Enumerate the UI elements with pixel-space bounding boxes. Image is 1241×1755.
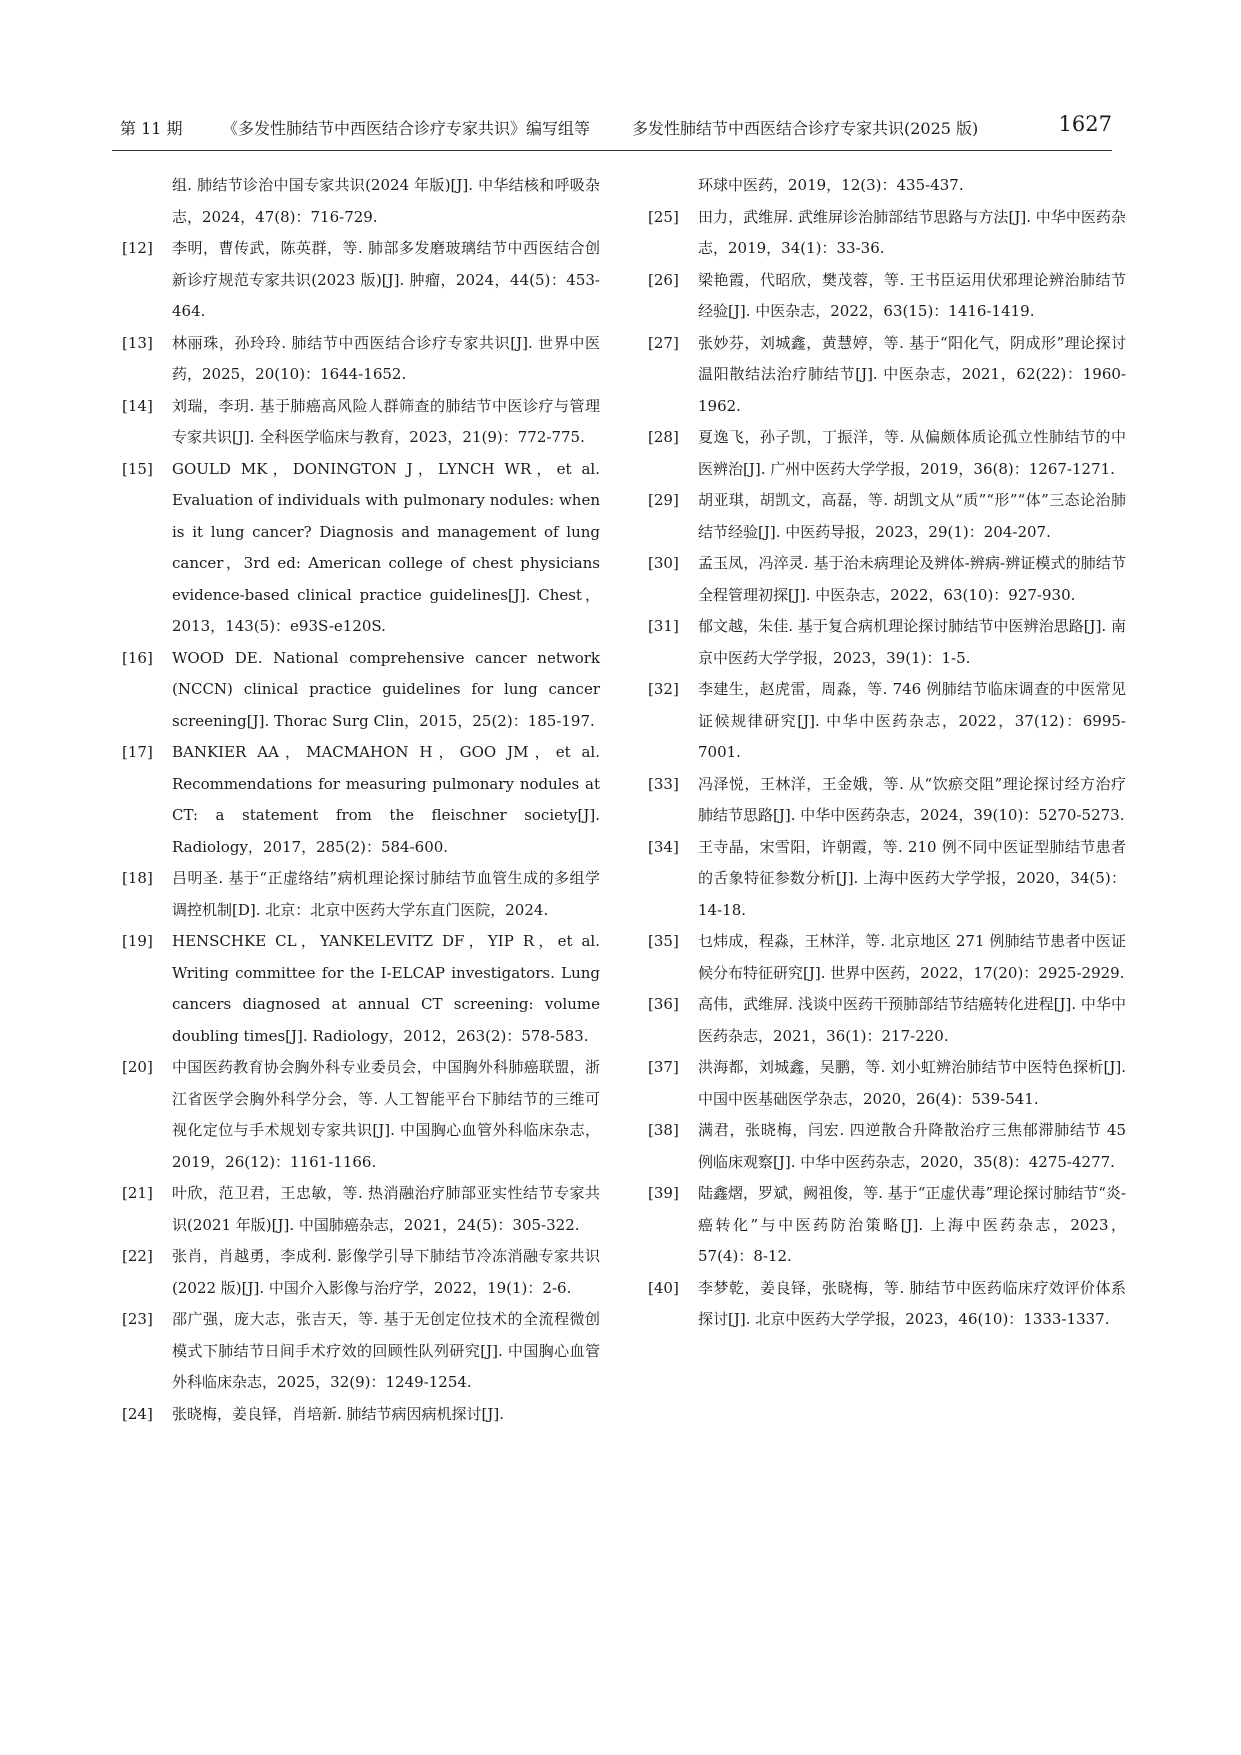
- reference-item: [122, 328, 600, 391]
- reference-item: [648, 1273, 1126, 1336]
- reference-item: [648, 989, 1126, 1052]
- reference-text: 吕明圣. 基于“正虚络结”病机理论探讨肺结节血管生成的多组学调控机制[D]. 北京：北京中医药大学东直门医院，2024.: [172, 869, 600, 919]
- reference-continuation: 环球中医药，2019，12(3)：435-437.: [698, 176, 964, 194]
- reference-item: [648, 328, 1126, 423]
- reference-item: [122, 1052, 600, 1178]
- reference-text: 李明，曹传武，陈英群，等. 肺部多发磨玻璃结节中西医结合创新诊疗规范专家共识(2023 版)[J]. 肿瘤，2024，44(5)：453-464.: [172, 239, 600, 320]
- reference-text: 田力，武维屏. 武维屏诊治肺部结节思路与方法[J]. 中华中医药杂志，2019，34(1)：33-36.: [698, 207, 1126, 257]
- reference-text: 张妙芬，刘城鑫，黄慧婷，等. 基于“阳化气，阴成形”理论探讨温阳散结法治疗肺结节[J]. 中医杂志，2021，62(22)：1960-1962.: [698, 333, 1126, 415]
- reference-item: [122, 863, 600, 926]
- reference-item: [122, 454, 600, 643]
- reference-number: [33]: [648, 774, 679, 793]
- reference-item: [648, 422, 1126, 485]
- reference-item: [648, 832, 1126, 927]
- reference-item: [648, 611, 1126, 674]
- reference-number: [27]: [648, 333, 679, 352]
- reference-number: [16]: [122, 648, 153, 667]
- reference-text: 中国医药教育协会胸外科专业委员会，中国胸外科肺癌联盟，浙江省医学会胸外科学分会，等. 人工智能平台下肺结节的三维可视化定位与手术规划专家共识[J]. 中国胸心血管外科临床杂志，2019，26(12)：1161-1166.: [172, 1058, 600, 1171]
- reference-item: [648, 674, 1126, 769]
- reference-text: 陆鑫熠，罗斌，阙祖俊，等. 基于“正虚伏毒”理论探讨肺结节“炎-癌转化”与中医药防治策略[J]. 上海中医药杂志，2023，57(4)：8-12.: [698, 1184, 1126, 1265]
- reference-text: 林丽珠，孙玲玲. 肺结节中西医结合诊疗专家共识[J]. 世界中医药，2025，20(10)：1644-1652.: [172, 333, 600, 383]
- reference-text: 孟玉凤，冯淬灵. 基于治未病理论及辨体-辨病-辨证模式的肺结节全程管理初探[J]. 中医杂志，2022，63(10)：927-930.: [698, 554, 1126, 604]
- reference-list-right: [648, 202, 1126, 1336]
- reference-item: [122, 1399, 600, 1431]
- reference-text: 夏逸飞，孙子凯，丁振洋，等. 从偏颇体质论孤立性肺结节的中医辨治[J]. 广州中医药大学学报，2019，36(8)：1267-1271.: [698, 428, 1126, 478]
- reference-item: [648, 769, 1126, 832]
- reference-number: [24]: [122, 1404, 153, 1423]
- reference-number: [35]: [648, 932, 679, 950]
- reference-item: [648, 548, 1126, 611]
- reference-text: 张肖，肖越勇，李成利. 影像学引导下肺结节冷冻消融专家共识(2022 版)[J]. 中国介入影像与治疗学，2022，19(1)：2-6.: [172, 1247, 600, 1297]
- reference-text: WOOD DE. National comprehensive cancer network (NCCN) clinical practice guidelines for lung cancer screening[J]. Thorac Surg Clin，2015，25(2)：185-197.: [172, 648, 600, 730]
- reference-number: [18]: [122, 869, 153, 887]
- reference-number: [13]: [122, 333, 153, 352]
- reference-number: [17]: [122, 743, 153, 761]
- reference-text: HENSCHKE CL，YANKELEVITZ DF，YIP R，et al. Writing committee for the I-ELCAP investigators. Lung cancers diagnosed at annual CT screening: volume doubling times[J]. Radiology，2012，263(2)：578-583.: [172, 932, 600, 1045]
- reference-item: [122, 391, 600, 454]
- reference-text: 梁艳霞，代昭欣，樊茂蓉，等. 王书臣运用伏邪理论辨治肺结节经验[J]. 中医杂志，2022，63(15)：1416-1419.: [698, 270, 1126, 320]
- reference-text: 张晓梅，姜良铎，肖培新. 肺结节病因病机探讨[J].: [172, 1404, 505, 1423]
- reference-number: [21]: [122, 1184, 153, 1202]
- reference-text: 邵广强，庞大志，张吉天，等. 基于无创定位技术的全流程微创模式下肺结节日间手术疗效的回顾性队列研究[J]. 中国胸心血管外科临床杂志，2025，32(9)：1249-1254.: [172, 1310, 600, 1391]
- reference-number: [36]: [648, 995, 679, 1013]
- reference-number: [40]: [648, 1278, 679, 1297]
- left-column: [122, 170, 600, 1430]
- reference-text: 李建生，赵虎雷，周淼，等. 746 例肺结节临床调查的中医常见证候规律研究[J]. 中华中医药杂志，2022，37(12)：6995-7001.: [698, 680, 1126, 761]
- reference-number: [22]: [122, 1247, 153, 1265]
- reference-number: [12]: [122, 239, 153, 257]
- reference-number: [23]: [122, 1310, 153, 1328]
- reference-item: [648, 1115, 1126, 1178]
- page-number: 1627: [1058, 112, 1112, 136]
- reference-number: [25]: [648, 207, 679, 226]
- reference-item: [648, 265, 1126, 328]
- reference-text: 李梦乾，姜良铎，张晓梅，等. 肺结节中医药临床疗效评价体系探讨[J]. 北京中医药大学学报，2023，46(10)：1333-1337.: [698, 1278, 1126, 1328]
- reference-number: [37]: [648, 1058, 679, 1076]
- reference-item: [122, 1304, 600, 1399]
- reference-item: [648, 485, 1126, 548]
- reference-item: [122, 926, 600, 1052]
- reference-text: 叶欣，范卫君，王忠敏，等. 热消融治疗肺部亚实性结节专家共识(2021 年版)[J]. 中国肺癌杂志，2021，24(5)：305-322.: [172, 1184, 600, 1234]
- reference-number: [32]: [648, 680, 679, 698]
- reference-item: [122, 1178, 600, 1241]
- header-authors: 《多发性肺结节中西医结合诊疗专家共识》编写组等: [222, 119, 591, 138]
- reference-item: [648, 926, 1126, 989]
- reference-text: 高伟，武维屏. 浅谈中医药干预肺部结节结癌转化进程[J]. 中华中医药杂志，2021，36(1)：217-220.: [698, 995, 1126, 1045]
- reference-number: [30]: [648, 554, 679, 572]
- reference-item: [122, 233, 600, 328]
- reference-number: [29]: [648, 491, 679, 509]
- right-column: [648, 170, 1126, 1336]
- reference-text: GOULD MK，DONINGTON J，LYNCH WR，et al. Evaluation of individuals with pulmonary nodules: when is it lung cancer? Diagnosis and management of lung cancer，3rd ed: American college of chest physicians evidence-based clinical practice guidelines[J]. Chest，2013，143(5)：e93S-e120S.: [172, 459, 600, 635]
- reference-text: 洪海都，刘城鑫，吴鹏，等. 刘小虹辨治肺结节中医特色探析[J]. 中国中医基础医学杂志，2020，26(4)：539-541.: [698, 1058, 1126, 1108]
- reference-number: [15]: [122, 459, 153, 478]
- header-title: 多发性肺结节中西医结合诊疗专家共识(2025 版): [632, 119, 979, 138]
- reference-item: [122, 643, 600, 738]
- reference-item: [122, 737, 600, 863]
- reference-item: [648, 1178, 1126, 1273]
- reference-number: [26]: [648, 270, 679, 289]
- reference-text: 刘瑞，李玥. 基于肺癌高风险人群筛查的肺结节中医诊疗与管理专家共识[J]. 全科医学临床与教育，2023，21(9)：772-775.: [172, 396, 600, 446]
- reference-continuation: 组. 肺结节诊治中国专家共识(2024 年版)[J]. 中华结核和呼吸杂志，2024，47(8)：716-729.: [172, 176, 600, 226]
- reference-number: [28]: [648, 428, 679, 446]
- reference-list-left: [122, 233, 600, 1430]
- running-header: [112, 110, 1112, 151]
- reference-number: [14]: [122, 396, 153, 415]
- reference-text: 满君，张晓梅，闫宏. 四逆散合升降散治疗三焦郁滞肺结节 45 例临床观察[J]. 中华中医药杂志，2020，35(8)：4275-4277.: [698, 1121, 1126, 1171]
- reference-text: 冯泽悦，王林洋，王金娥，等. 从“饮瘀交阻”理论探讨经方治疗肺结节思路[J]. 中华中医药杂志，2024，39(10)：5270-5273.: [698, 774, 1126, 824]
- reference-item: [648, 1052, 1126, 1115]
- reference-number: [20]: [122, 1058, 153, 1076]
- issue-number: 第 11 期: [120, 119, 183, 138]
- reference-text: 郁文越，朱佳. 基于复合病机理论探讨肺结节中医辨治思路[J]. 南京中医药大学学报，2023，39(1)：1-5.: [698, 617, 1126, 667]
- reference-text: BANKIER AA，MACMAHON H，GOO JM，et al. Recommendations for measuring pulmonary nodules at CT: a statement from the fleischner society[J]. Radiology，2017，285(2)：584-600.: [172, 743, 600, 856]
- reference-number: [31]: [648, 617, 679, 635]
- reference-item: [648, 202, 1126, 265]
- reference-number: [19]: [122, 932, 153, 950]
- reference-text: 王寺晶，宋雪阳，许朝霞，等. 210 例不同中医证型肺结节患者的舌象特征参数分析[J]. 上海中医药大学学报，2020，34(5)：14-18.: [698, 837, 1126, 919]
- reference-number: [39]: [648, 1184, 679, 1202]
- reference-text: 胡亚琪，胡凯文，高磊，等. 胡凯文从“质”“形”“体”三态论治肺结节经验[J]. 中医药导报，2023，29(1)：204-207.: [698, 491, 1126, 541]
- reference-item: [122, 1241, 600, 1304]
- reference-number: [38]: [648, 1121, 679, 1139]
- reference-text: 乜炜成，程淼，王林洋，等. 北京地区 271 例肺结节患者中医证候分布特征研究[J]. 世界中医药，2022，17(20)：2925-2929.: [698, 932, 1126, 982]
- reference-number: [34]: [648, 837, 679, 856]
